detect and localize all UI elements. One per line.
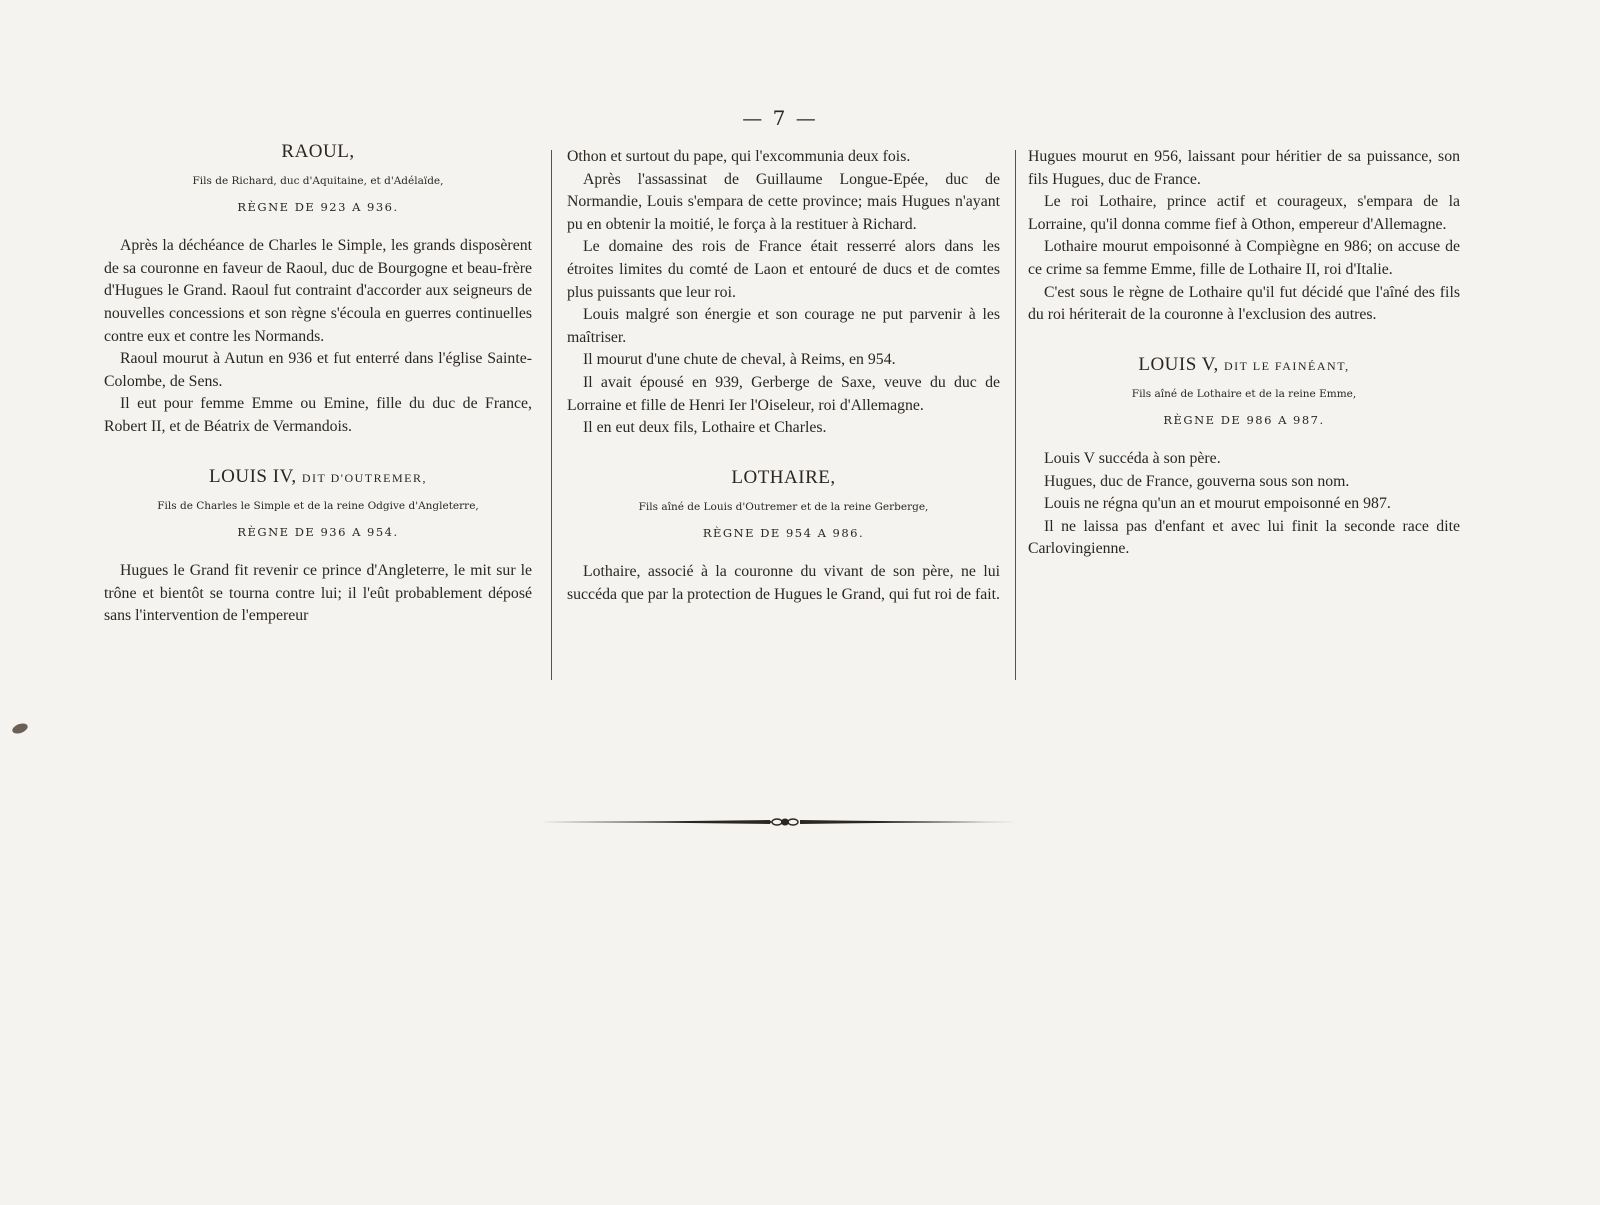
column-3 <box>1028 146 1460 561</box>
paragraph: Hugues le Grand fit revenir ce prince d'Angleterre, le mit sur le trône et bientôt se tourna contre lui; il l'eût probablement déposé sans l'intervention de l'empereur <box>104 561 532 625</box>
paragraph: Othon et surtout du pape, qui l'excommunia deux fois. <box>567 148 911 165</box>
section-subtitle: Fils aîné de Lothaire et de la reine Emme, <box>1131 387 1357 400</box>
paragraph: Le domaine des rois de France était resserré alors dans les étroites limites du comté de Laon et entouré de ducs et de comtes plus puissants que leur roi. <box>567 238 1000 301</box>
reign-dates: RÈGNE DE 954 A 986. <box>702 526 865 541</box>
paragraph: Raoul mourut à Autun en 936 et fut enterré dans l'église Sainte-Colombe, de Sens. <box>104 350 532 390</box>
page-number: — 7 — <box>742 106 818 130</box>
title-main: LOUIS V, <box>1138 353 1219 375</box>
section-louis-v <box>1028 355 1460 561</box>
paragraph: Le roi Lothaire, prince actif et courageux, s'empara de la Lorraine, qu'il donna comme fief à Othon, empereur d'Allemagne. <box>1028 193 1460 233</box>
section-louis-iv <box>104 467 532 628</box>
section-title <box>104 467 532 488</box>
column-divider <box>1015 150 1016 680</box>
title-epithet: DIT D'OUTREMER, <box>301 470 427 485</box>
section-title: LOTHAIRE, <box>731 466 836 488</box>
paragraph: Hugues mourut en 956, laissant pour héritier de sa puissance, son fils Hugues, duc de France. <box>1028 148 1460 188</box>
column-2 <box>567 146 1000 606</box>
column-divider <box>551 150 552 680</box>
title-main: LOUIS IV, <box>209 465 297 487</box>
section-lothaire <box>567 468 1000 606</box>
paragraph: Lothaire, associé à la couronne du vivant de son père, ne lui succéda que par la protection de Hugues le Grand, qui fut roi de fait. <box>567 563 1000 603</box>
paragraph: Après la déchéance de Charles le Simple, les grands disposèrent de sa couronne en faveur de Raoul, duc de Bourgogne et beau-frère d'Hugues le Grand. Raoul fut contraint d'accorder aux seigneurs de nouvelles concessions et son règne s'écoula en guerres continuelles contre eux et contre les Normands. <box>104 237 532 345</box>
paragraph: Après l'assassinat de Guillaume Longue-Epée, duc de Normandie, Louis s'empara de cette province; mais Hugues n'ayant pu en obtenir la moitié, le força à la restituer à Richard. <box>567 170 1000 233</box>
reign-dates: RÈGNE DE 923 A 936. <box>237 200 399 215</box>
paragraph: Hugues, duc de France, gouverna sous son nom. <box>1044 472 1350 490</box>
reign-dates: RÈGNE DE 936 A 954. <box>237 525 399 540</box>
section-subtitle: Fils de Charles le Simple et de la reine Odgive d'Angleterre, <box>157 499 479 512</box>
section-subtitle: Fils de Richard, duc d'Aquitaine, et d'Adélaïde, <box>192 174 444 187</box>
paragraph: Il mourut d'une chute de cheval, à Reims, en 954. <box>583 351 896 369</box>
paragraph: Il ne laissa pas d'enfant et avec lui finit la seconde race dite Carlovingienne. <box>1028 517 1460 558</box>
section-subtitle: Fils aîné de Louis d'Outremer et de la reine Gerberge, <box>638 500 929 513</box>
ink-smudge <box>11 722 29 736</box>
paragraph: C'est sous le règne de Lothaire qu'il fut décidé que l'aîné des fils du roi hériterait de la couronne à l'exclusion des autres. <box>1028 283 1460 324</box>
paragraph: Il avait épousé en 939, Gerberge de Saxe, veuve du duc de Lorraine et fille de Henri Ier l'Oiseleur, roi d'Allemagne. <box>567 373 1000 414</box>
section-raoul <box>104 142 532 439</box>
paragraph: Louis ne régna qu'un an et mourut empoisonné en 987. <box>1044 495 1391 513</box>
paragraph: Il en eut deux fils, Lothaire et Charles. <box>583 419 827 437</box>
paragraph: Il eut pour femme Emme ou Emine, fille du duc de France, Robert II, et de Béatrix de Vermandois. <box>104 395 532 436</box>
section-title: RAOUL, <box>281 141 355 162</box>
paragraph: Louis V succéda à son père. <box>1044 450 1221 468</box>
column-1 <box>104 142 532 628</box>
paragraph: Lothaire mourut empoisonné à Compiègne en 986; on accuse de ce crime sa femme Emme, fille de Lothaire II, roi d'Italie. <box>1028 238 1460 278</box>
title-epithet: DIT LE FAINÉANT, <box>1223 358 1350 373</box>
ornament-divider <box>540 812 1030 832</box>
reign-dates: RÈGNE DE 986 A 987. <box>1163 413 1325 428</box>
paragraph: Louis malgré son énergie et son courage ne put parvenir à les maîtriser. <box>567 306 1000 346</box>
section-title <box>1028 355 1460 376</box>
